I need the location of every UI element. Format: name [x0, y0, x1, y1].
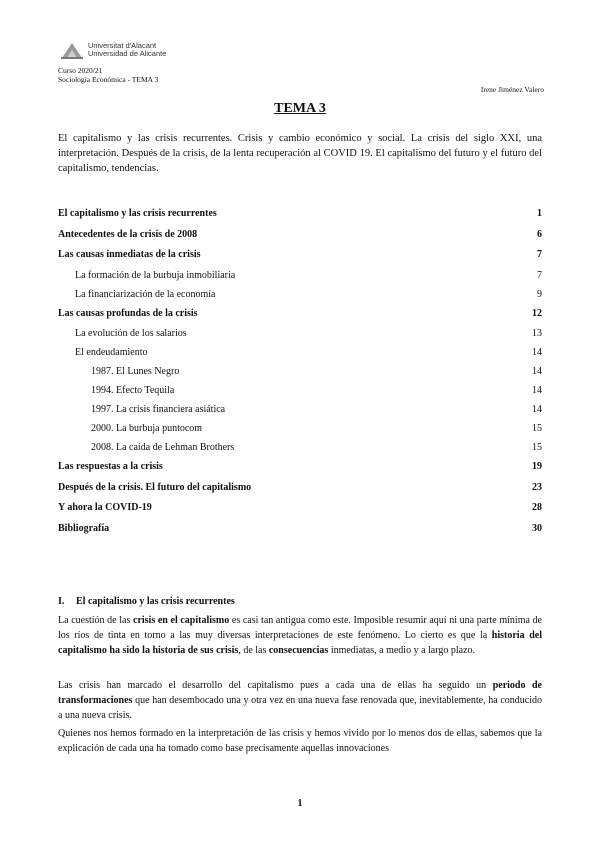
toc-label: El endeudamiento	[75, 347, 148, 358]
bold-text-run: periodo de transformaciones	[58, 680, 542, 706]
toc-entry[interactable]	[58, 478, 542, 499]
text-run: Las crisis han marcado el desarrollo del capitalismo pues a cada una de ellas ha seguido un	[58, 680, 493, 691]
toc-page: 12	[532, 307, 542, 319]
toc-page: 13	[532, 328, 542, 339]
toc-page: 15	[532, 423, 542, 434]
toc-label: Después de la crisis. El futuro del capitalismo	[58, 481, 252, 493]
university-name-valencian: Universitat d'Alacant	[88, 41, 157, 50]
toc-label: 2008. La caída de Lehman Brothers	[91, 442, 235, 453]
section-number: I.	[58, 596, 65, 607]
toc-entry[interactable]	[58, 519, 542, 540]
section-heading	[58, 596, 235, 607]
toc-page: 19	[532, 461, 542, 472]
toc-label: 1987. El Lunes Negro	[91, 366, 180, 377]
toc-entry[interactable]	[58, 498, 542, 519]
toc-label: 2000. La burbuja puntocom	[91, 423, 203, 434]
toc-entry[interactable]	[58, 266, 542, 285]
text-run: es casi tan antigua como este. Imposible resumir aquí ni una parte mínima de los ríos de tinta en torno a las muy diversas interpretaciones de este fenómeno. Lo cierto es que la	[58, 615, 542, 641]
toc-entry[interactable]	[58, 304, 542, 325]
toc-page: 6	[537, 228, 542, 240]
toc-entry[interactable]	[58, 343, 542, 362]
toc-page: 15	[532, 442, 542, 453]
section-title: El capitalismo y las crisis recurrentes	[76, 596, 235, 607]
university-logo-icon	[60, 40, 84, 60]
toc-page: 23	[532, 481, 542, 493]
toc-page: 14	[532, 404, 542, 415]
toc-page: 9	[537, 288, 542, 300]
toc-label: El capitalismo y las crisis recurrentes	[58, 208, 217, 219]
toc-page: 28	[532, 502, 542, 513]
toc-entry[interactable]	[58, 245, 542, 266]
toc-entry[interactable]	[58, 285, 542, 304]
toc-page: 1	[537, 208, 542, 219]
toc-label: La formación de la burbuja inmobiliaria	[75, 269, 236, 281]
course-info	[58, 66, 158, 84]
toc-entry[interactable]	[58, 362, 542, 381]
body-paragraph	[58, 613, 542, 658]
toc-entry[interactable]	[58, 381, 542, 400]
toc-entry[interactable]	[58, 225, 542, 246]
toc-label: La financiarización de la economía	[75, 288, 216, 300]
body-paragraph: Quienes nos hemos formado en la interpretación de las crisis y hemos vivido por lo menos dos de ellas, sabemos que la explicación de cada una ha tomado como base precisamente aquellas innovaciones	[58, 728, 542, 754]
toc-page: 30	[532, 522, 542, 534]
text-run: La cuestión de las	[58, 615, 133, 626]
toc-entry[interactable]	[58, 438, 542, 457]
toc-label: Las causas profundas de la crisis	[58, 307, 198, 319]
body-paragraph	[58, 678, 542, 723]
toc-entry[interactable]	[58, 457, 542, 478]
toc-label: Antecedentes de la crisis de 2008	[58, 228, 198, 240]
university-logo	[60, 40, 166, 60]
text-run: que han desembocado una y otra vez en una nueva fase renovada que, inevitablemente, ha conducido a una nueva crisis.	[58, 695, 542, 721]
toc-page: 14	[532, 347, 542, 358]
toc-page: 14	[532, 385, 542, 396]
author-name: Irene Jiménez Valero	[480, 85, 544, 94]
bold-text-run: historia del capitalismo ha sido la historia de sus crisis	[58, 630, 542, 656]
university-name-spanish: Universidad de Alicante	[88, 49, 167, 58]
intro-paragraph: El capitalismo y las crisis recurrentes. Crisis y cambio económico y social. La crisis del siglo XXI, una interpretación. Después de la crisis, de la lenta recuperación al COVID 19. El capitalismo del futuro y el futuro del capitalismo, tendencias.	[58, 133, 542, 174]
toc-label: Y ahora la COVID-19	[58, 502, 152, 513]
page-number: 1	[297, 798, 303, 809]
bold-text-run: consecuencias	[268, 645, 329, 656]
toc-page: 7	[537, 269, 542, 281]
text-run: inmediatas, a medio y a largo plazo.	[328, 645, 476, 656]
toc-label: Bibliografía	[58, 522, 110, 534]
toc-entry[interactable]	[58, 419, 542, 438]
toc-page: 7	[537, 249, 542, 260]
toc-entry[interactable]	[58, 204, 542, 225]
toc-label: Las causas inmediatas de la crisis	[58, 249, 201, 260]
toc-label: Las respuestas a la crisis	[58, 461, 163, 472]
text-run: , de las	[238, 645, 269, 656]
toc-label: 1994. Efecto Tequila	[91, 385, 175, 396]
toc-entry[interactable]	[58, 400, 542, 419]
toc-label: 1997. La crisis financiera asiática	[91, 404, 226, 415]
subject-name: Sociología Económica - TEMA 3	[58, 75, 159, 84]
page-title: TEMA 3	[274, 101, 326, 116]
table-of-contents	[58, 204, 542, 539]
bold-text-run: crisis en el capitalismo	[133, 615, 230, 626]
course-year: Curso 2020/21	[58, 66, 103, 75]
toc-page: 14	[532, 366, 542, 377]
toc-entry[interactable]	[58, 324, 542, 343]
toc-label: La evolución de los salarios	[75, 328, 187, 339]
